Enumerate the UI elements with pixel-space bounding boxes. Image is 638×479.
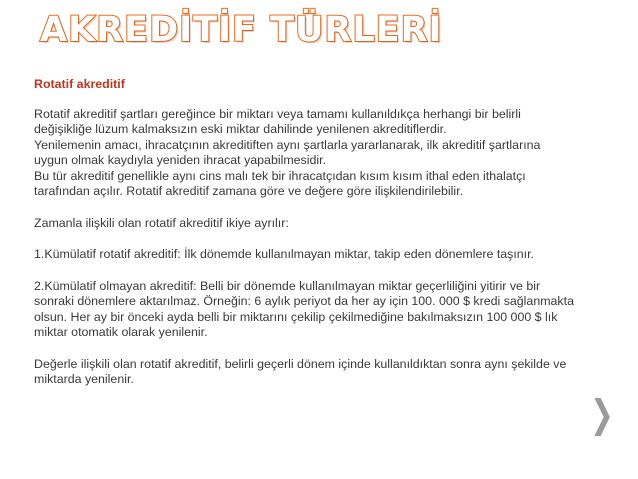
chevron-right-icon[interactable]: ❯ bbox=[589, 392, 614, 436]
paragraph-value-related: Değerle ilişkili olan rotatif akreditif, belirli geçerli dönem içinde kullanıldıktan sonra aynı şekilde ve miktarda yenilenir. bbox=[34, 356, 567, 386]
slide-title-wrap bbox=[40, 2, 443, 58]
paragraph-time-related: Zamanla ilişkili olan rotatif akreditif ikiye ayrılır: bbox=[34, 215, 289, 230]
paragraph-non-cumulative: 2.Kümülatif olmayan akreditif: Belli bir dönemde kullanılmayan miktar geçerliliğini yitirir ve bir sonraki dönemlere aktarılmaz. Örneğin: 6 aylık periyot da her ay için 100. 000 $ kredi sağlanmakta olsun. Her ay bir önceki ayda belli bir miktarını çekilip çekilmediğine bakılmaksızın 100 000 $ lık miktar otomatik olarak yenilenir. bbox=[34, 278, 574, 339]
paragraph-purpose: Yenilemenin amacı, ihracatçının akreditiften aynı şartlarla yararlanarak, ilk akreditif şartlarına uygun olmak kaydıyla yeniden ihracat yapabilmesidir. bbox=[34, 137, 541, 167]
paragraph-usage: Bu tür akreditif genellikle aynı cins malı tek bir ihracatçıdan kısım kısım ithal eden ithalatçı tarafından açılır. Rotatif akreditif zamana göre ve değere göre ilişkilendirilebilir. bbox=[34, 168, 526, 198]
slide-title: AKREDİTİF TÜRLERİ bbox=[40, 10, 443, 50]
paragraph-definition: Rotatif akreditif şartları gereğince bir miktarı veya tamamı kullanıldıkça herhangi bir belirli değişikliğe lüzum kalmaksızın eski miktar dahilinde yenilenen akreditiflerdir. bbox=[34, 106, 521, 136]
section-heading: Rotatif akreditif bbox=[34, 77, 125, 91]
slide-content bbox=[34, 77, 574, 388]
paragraph-cumulative: 1.Kümülatif rotatif akreditif: İlk dönemde kullanılmayan miktar, takip eden dönemlere taşınır. bbox=[34, 247, 535, 261]
